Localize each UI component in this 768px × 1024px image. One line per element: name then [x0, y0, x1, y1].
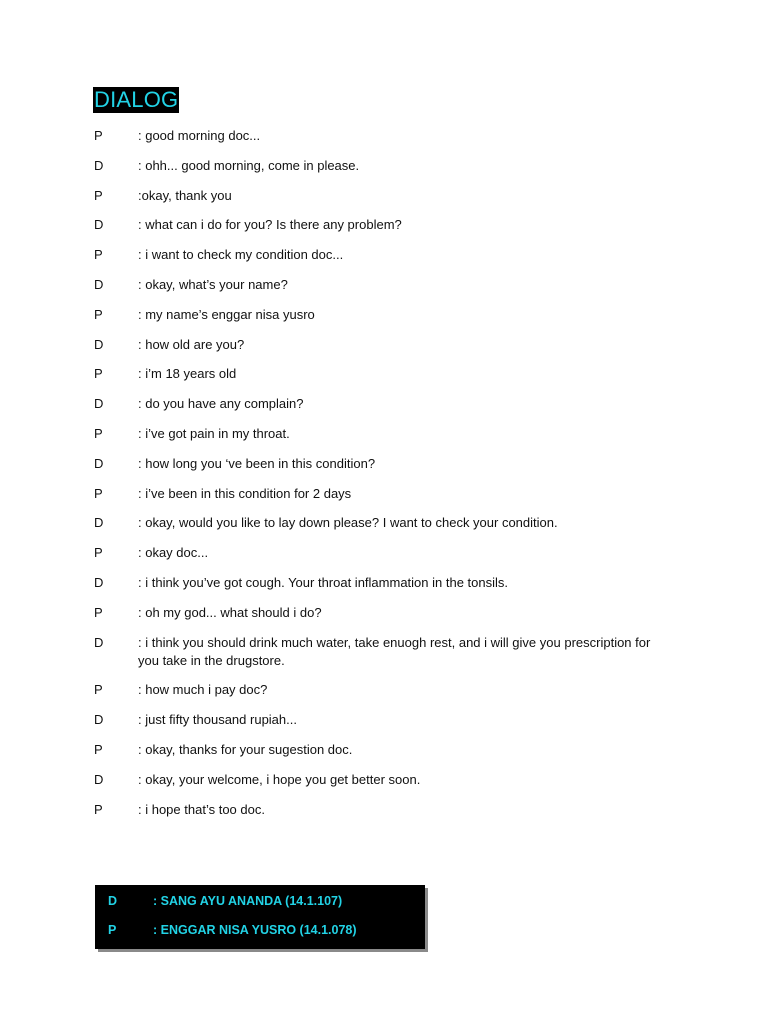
speaker-label: P [94, 306, 103, 322]
dialog-line [94, 365, 654, 383]
speaker-label: D [94, 455, 104, 471]
dialog-line [94, 741, 654, 759]
dialog-line [94, 157, 654, 175]
dialog-line [94, 634, 654, 670]
dialog-line [94, 216, 654, 234]
speaker-label: P [94, 741, 103, 757]
speaker-label: P [94, 682, 103, 698]
speaker-label: D [94, 515, 104, 531]
dialog-line [94, 514, 654, 532]
speaker-label: P [94, 187, 103, 203]
dialog-line [94, 455, 654, 473]
dialog-line [94, 681, 654, 699]
author-name: : ENGGAR NISA YUSRO (14.1.078) [153, 923, 357, 937]
speaker-label: P [94, 604, 103, 620]
speaker-label: P [94, 545, 103, 561]
dialog-line [94, 127, 654, 145]
speaker-label: P [94, 128, 103, 143]
speaker-label: D [94, 712, 104, 728]
speaker-label: D [94, 396, 104, 412]
author-row [108, 893, 342, 909]
dialog-text: : how long you ‘ve been in this condition? [138, 455, 376, 471]
speaker-label: P [94, 247, 103, 263]
author-role: P [108, 923, 117, 937]
dialog-line [94, 485, 654, 503]
dialog-text: : okay, would you like to lay down please? I want to check your condition. [138, 515, 558, 531]
dialog-line [94, 544, 654, 562]
dialog-text: : just fifty thousand rupiah... [138, 712, 297, 728]
dialog-line [94, 574, 654, 592]
dialog-line [94, 336, 654, 354]
speaker-label: P [94, 425, 103, 441]
dialog-text: : oh my god... what should i do? [138, 604, 322, 620]
dialog-line [94, 711, 654, 729]
dialog-text: : do you have any complain? [138, 396, 304, 412]
speaker-label: D [94, 771, 104, 787]
dialog-text: : okay doc... [138, 545, 209, 561]
author-name: : SANG AYU ANANDA (14.1.107) [153, 894, 343, 908]
speaker-label: D [94, 574, 104, 590]
dialog-text: : ohh... good morning, come in please. [138, 157, 360, 173]
dialog-text: : i’ve got pain in my throat. [138, 425, 290, 441]
dialog-text: : what can i do for you? Is there any problem? [138, 217, 402, 233]
speaker-label: D [94, 336, 104, 352]
dialog-line [94, 604, 654, 622]
dialog-text: :okay, thank you [138, 187, 232, 203]
authors-box [95, 885, 425, 949]
dialog-text: : okay, your welcome, i hope you get better soon. [138, 771, 421, 787]
dialog-text: : how much i pay doc? [138, 682, 268, 698]
author-role: D [108, 894, 118, 908]
speaker-label: P [94, 485, 103, 501]
speaker-label: D [94, 634, 104, 650]
dialog-text: : i’m 18 years old [138, 366, 237, 382]
dialog-text: : i hope that’s too doc. [138, 801, 265, 817]
dialog-text: : i think you’ve got cough. Your throat inflammation in the tonsils. [138, 574, 508, 590]
dialog-line [94, 771, 654, 789]
author-row [108, 922, 357, 938]
dialog-text: : my name’s enggar nisa yusro [138, 306, 315, 322]
speaker-label: D [94, 217, 104, 233]
dialog-text: : i’ve been in this condition for 2 days [138, 485, 352, 501]
dialog-line [94, 246, 654, 264]
dialog-text: : i think you should drink much water, take enuogh rest, and i will give you prescription for you take in the drugstore. [138, 634, 654, 668]
dialog-list [94, 127, 654, 830]
speaker-label: D [94, 157, 104, 173]
dialog-text: : okay, what’s your name? [138, 276, 288, 292]
dialog-line [94, 425, 654, 443]
speaker-label: P [94, 801, 103, 817]
page-title: DIALOG [94, 87, 179, 112]
dialog-text: : i want to check my condition doc... [138, 247, 344, 263]
dialog-line [94, 187, 654, 205]
dialog-line [94, 395, 654, 413]
dialog-line [94, 801, 654, 819]
dialog-line [94, 276, 654, 294]
speaker-label: P [94, 366, 103, 382]
dialog-text: : good morning doc... [138, 128, 261, 143]
speaker-label: D [94, 276, 104, 292]
dialog-text: : okay, thanks for your sugestion doc. [138, 741, 353, 757]
dialog-text: : how old are you? [138, 336, 245, 352]
dialog-line [94, 306, 654, 324]
